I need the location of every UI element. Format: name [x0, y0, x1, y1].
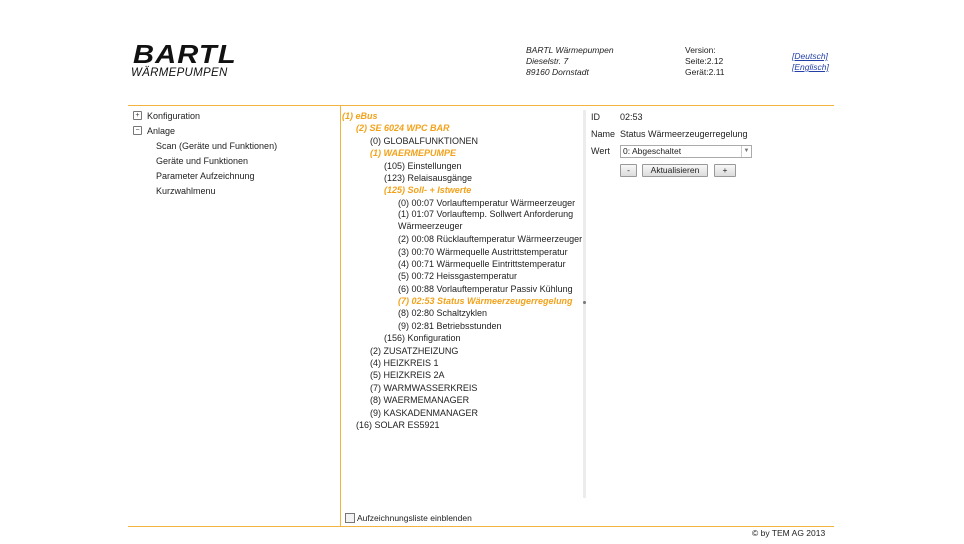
- lang-english-link[interactable]: [Englisch]: [792, 62, 829, 72]
- tree-leaf[interactable]: (8) 02:80 Schaltzyklen: [398, 308, 488, 319]
- recording-list-toggle: [345, 513, 472, 524]
- tree-node[interactable]: (8) WAERMEMANAGER: [370, 395, 470, 406]
- tree-leaf[interactable]: (0) 00:07 Vorlauftemperatur Wärmeerzeuger: [398, 197, 576, 208]
- tree-leaf[interactable]: (3) 00:70 Wärmequelle Austrittstemperatur: [398, 246, 568, 257]
- tree-node[interactable]: (7) WARMWASSERKREIS: [370, 382, 478, 393]
- splitter-handle[interactable]: [583, 301, 586, 304]
- tree-leaf[interactable]: (9) 02:81 Betriebsstunden: [398, 320, 502, 331]
- detail-value-row: [591, 145, 752, 162]
- tree-node[interactable]: (125) Soll- + Istwerte: [384, 185, 472, 196]
- nav-item-anlage[interactable]: [133, 124, 277, 139]
- expand-icon[interactable]: +: [133, 111, 142, 120]
- nav-item-label: Konfiguration: [147, 111, 201, 121]
- device-tree: [342, 110, 583, 431]
- copyright-text: © by TEM AG 2013: [752, 528, 826, 538]
- header-divider: [128, 105, 834, 106]
- logo-text: BARTL: [133, 39, 237, 69]
- tree-leaf[interactable]: (6) 00:88 Vorlauftemperatur Passiv Kühlung: [398, 283, 573, 294]
- id-label: ID: [591, 112, 600, 122]
- decrement-button[interactable]: -: [620, 164, 637, 177]
- tree-leaf[interactable]: (5) 00:72 Heissgastemperatur: [398, 271, 518, 282]
- company-name: BARTL Wärmepumpen: [526, 45, 614, 55]
- nav-subitem-scan[interactable]: Scan (Geräte und Funktionen): [156, 141, 278, 151]
- lang-german-link[interactable]: [Deutsch]: [792, 51, 828, 61]
- version-label: Version:: [685, 45, 716, 55]
- splitter-bar[interactable]: [583, 110, 586, 498]
- tree-node[interactable]: (2) SE 6024 WPC BAR: [356, 123, 450, 134]
- tree-node[interactable]: (4) HEIZKREIS 1: [370, 358, 439, 369]
- tree-leaf[interactable]: (4) 00:71 Wärmequelle Eintrittstemperatur: [398, 258, 566, 269]
- nav-item-konfiguration[interactable]: [133, 109, 277, 124]
- nav-subitem-parameter-recording[interactable]: Parameter Aufzeichnung: [156, 171, 255, 181]
- tree-node[interactable]: (1) WAERMEPUMPE: [370, 148, 457, 159]
- id-value: 02:53: [620, 112, 643, 122]
- tree-node[interactable]: (9) KASKADENMANAGER: [370, 407, 479, 418]
- wert-label: Wert: [591, 146, 610, 156]
- tree-node[interactable]: (123) Relaisausgänge: [384, 172, 473, 183]
- nav-item-label: Anlage: [147, 126, 176, 136]
- page-version: Seite:2.12: [685, 56, 724, 66]
- tree-node[interactable]: (2) ZUSATZHEIZUNG: [370, 345, 459, 356]
- tree-leaf[interactable]: (1) 01:07 Vorlauftemp. Sollwert Anforderung Wärmeerzeuger: [398, 209, 574, 231]
- language-switch: [792, 51, 829, 73]
- company-city: 89160 Dornstadt: [526, 67, 589, 77]
- sidebar-nav: [133, 109, 277, 199]
- collapse-icon[interactable]: −: [133, 126, 142, 135]
- increment-button[interactable]: +: [714, 164, 736, 177]
- tree-node[interactable]: (156) Konfiguration: [384, 333, 461, 344]
- tree-leaf[interactable]: (2) 00:08 Rücklauftemperatur Wärmeerzeuger: [398, 234, 583, 245]
- column-divider: [340, 105, 341, 526]
- company-street: Dieselstr. 7: [526, 56, 569, 66]
- detail-name-row: [591, 128, 752, 145]
- nav-subitem-devices[interactable]: Geräte und Funktionen: [156, 156, 249, 166]
- name-value: Status Wärmeerzeugerregelung: [620, 129, 748, 139]
- tree-node[interactable]: (105) Einstellungen: [384, 160, 462, 171]
- chevron-down-icon[interactable]: ▼: [741, 146, 751, 157]
- tree-node[interactable]: (1) eBus: [342, 111, 378, 121]
- company-address: [526, 45, 614, 78]
- value-select-text: 0: Abgeschaltet: [623, 146, 682, 157]
- tree-leaf[interactable]: (7) 02:53 Status Wärmeerzeugerregelung: [398, 296, 573, 307]
- nav-subitem-shortcut-menu[interactable]: Kurzwahlmenu: [156, 186, 216, 196]
- refresh-button[interactable]: Aktualisieren: [642, 164, 708, 177]
- recording-list-label: Aufzeichnungsliste einblenden: [357, 513, 472, 523]
- device-version: Gerät:2.11: [685, 67, 725, 77]
- tree-node[interactable]: (5) HEIZKREIS 2A: [370, 370, 445, 381]
- detail-id-row: [591, 111, 752, 128]
- logo-subtitle: WÄRMEPUMPEN: [131, 67, 228, 79]
- tree-node[interactable]: (0) GLOBALFUNKTIONEN: [370, 135, 479, 146]
- recording-list-checkbox[interactable]: [345, 513, 355, 523]
- version-info: [685, 45, 725, 78]
- tree-node[interactable]: (16) SOLAR ES5921: [356, 419, 440, 430]
- name-label: Name: [591, 129, 616, 139]
- footer-divider: [128, 526, 834, 527]
- value-select[interactable]: [620, 145, 752, 158]
- detail-panel: [591, 111, 752, 162]
